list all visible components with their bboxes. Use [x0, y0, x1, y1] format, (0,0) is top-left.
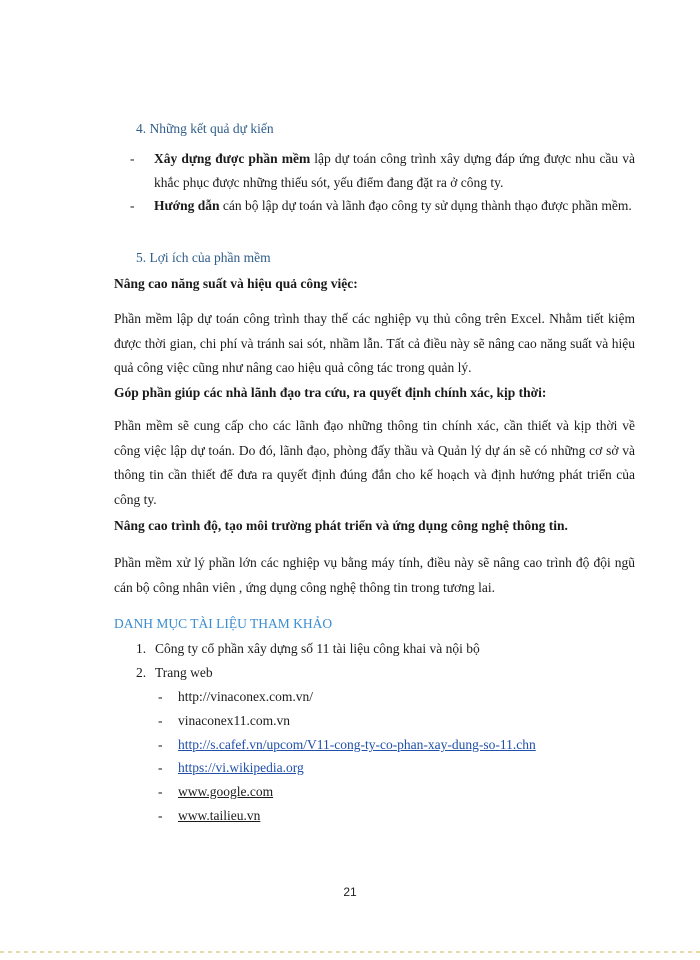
reference-item [136, 665, 213, 681]
bullet-bold: Xây dựng được phần mềm [154, 151, 311, 166]
website-item [158, 784, 273, 800]
website-dash: - [158, 689, 163, 704]
bullet-rest: cán bộ lập dự toán và lãnh đạo công ty sử dụng thành thạo được phần mềm. [219, 198, 632, 213]
bullet-text [154, 194, 635, 218]
website-item [158, 760, 304, 776]
bullet-rest: lập dự toán công trình xây dựng đáp ứng được nhu cầu và khắc phục được những thiếu sót, yếu điểm đang đặt ra ở công ty. [154, 151, 635, 190]
bullet-bold: Hướng dẫn [154, 198, 220, 213]
benefit-body: Phần mềm xử lý phần lớn các nghiệp vụ bằng máy tính, điều này sẽ nâng cao trình độ đội ngũ cán bộ công nhân viên , ứng dụng công nghệ thông tin trong tương lai. [114, 555, 635, 595]
website-dash: - [158, 760, 163, 775]
section-5-heading: 5. Lợi ích của phần mềm [136, 250, 271, 265]
bullet-dash: - [130, 198, 135, 213]
reference-number: 1. [136, 641, 147, 656]
reference-number: 2. [136, 665, 147, 680]
benefit-body: Phần mềm lập dự toán công trình thay thế các nghiệp vụ thủ công trên Excel. Nhằm tiết kiệm được thời gian, chi phí và tránh sai sót, nhầm lẫn. Tất cả điều này sẽ nâng cao năng suất và hiệu quả công việc cũng như nâng cao hiệu quả công tác trong quản lý. [114, 311, 635, 375]
expected-result-item [130, 147, 635, 195]
website-dash: - [158, 737, 163, 752]
website-item [158, 737, 536, 753]
reference-text: Công ty cổ phần xây dựng số 11 tài liệu công khai và nội bộ [155, 641, 480, 656]
expected-result-item [130, 194, 635, 218]
benefit-body: Phần mềm sẽ cung cấp cho các lãnh đạo những thông tin chính xác, cần thiết và kịp thời về công việc lập dự toán. Do đó, lãnh đạo, phòng đấy thầu và Quản lý dự án sẽ có những cơ sở và thông tin cần thiết để đưa ra quyết định đúng đắn cho kế hoạch và định hướng phát triển của công ty. [114, 418, 635, 507]
website-item [158, 689, 313, 705]
page-number: 21 [343, 885, 357, 899]
wikipedia-link[interactable]: https://vi.wikipedia.org [178, 760, 304, 775]
website-text: http://vinaconex.com.vn/ [178, 689, 313, 704]
benefit-title: Góp phần giúp các nhà lãnh đạo tra cứu, ra quyết định chính xác, kịp thời: [114, 385, 547, 400]
website-dash: - [158, 784, 163, 799]
tailieu-link[interactable]: www.tailieu.vn [178, 808, 261, 823]
website-text: vinaconex11.com.vn [178, 713, 290, 728]
website-dash: - [158, 713, 163, 728]
reference-text: Trang web [155, 665, 213, 680]
website-item [158, 808, 260, 824]
website-item [158, 713, 290, 729]
bullet-dash: - [130, 151, 135, 166]
benefit-title: Nâng cao năng suất và hiệu quả công việc: [114, 276, 358, 291]
cafef-link[interactable]: http://s.cafef.vn/upcom/V11-cong-ty-co-phan-xay-dung-so-11.chn [178, 737, 536, 752]
reference-item [136, 641, 480, 657]
page-bottom-border [0, 951, 700, 953]
website-dash: - [158, 808, 163, 823]
bullet-text [154, 147, 635, 195]
benefit-title: Nâng cao trình độ, tạo môi trường phát triển và ứng dụng công nghệ thông tin. [114, 518, 568, 533]
section-4-heading: 4. Những kết quả dự kiến [136, 121, 274, 136]
references-title: DANH MỤC TÀI LIỆU THAM KHẢO [114, 616, 333, 631]
google-link[interactable]: www.google.com [178, 784, 274, 799]
